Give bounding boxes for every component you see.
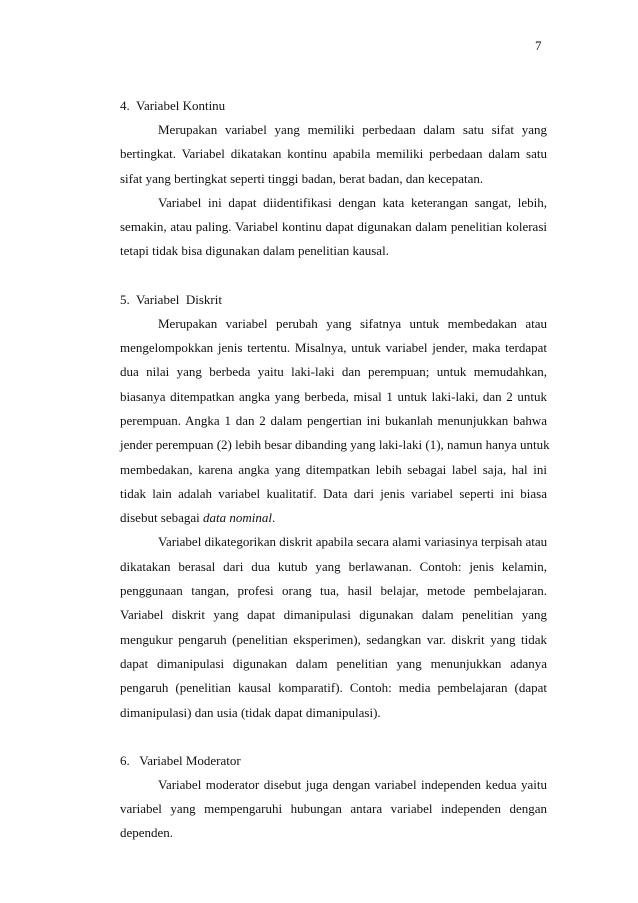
- text-line: biasanya ditempatkan angka yang berbeda, misal 1 untuk laki-laki, dan 2 untuk: [120, 388, 547, 404]
- text-line: sifat yang bertingkat seperti tinggi badan, berat badan, dan kecepatan.: [120, 170, 484, 186]
- text-line: penggunaan tangan, profesi orang tua, hasil belajar, metode pembelajaran.: [120, 583, 547, 599]
- paragraph: [120, 312, 550, 531]
- text-line: dikatakan berasal dari dua kutub yang berlawanan. Contoh: jenis kelamin,: [120, 558, 547, 574]
- text-line: Variabel diskrit yang dapat dimanipulasi digunakan dalam penelitian yang: [120, 607, 547, 623]
- text-line: semakin, atau paling. Variabel kontinu dapat digunakan dalam penelitian kolerasi: [120, 219, 547, 235]
- text-fragment: disebut sebagai: [120, 510, 204, 526]
- text-line: mengukur pengaruh (penelitian eksperimen), sedangkan var. diskrit yang tidak: [120, 631, 547, 647]
- text-line: dependen.: [120, 825, 174, 841]
- section-heading: 5. Variabel Diskrit: [120, 291, 222, 307]
- section-variabel-moderator: [120, 749, 547, 846]
- text-line: Variabel dikategorikan diskrit apabila secara alami variasinya terpisah atau: [158, 534, 548, 550]
- text-line: perempuan. Angka 1 dan 2 dalam pengertian ini bukanlah menunjukkan bahwa: [120, 412, 547, 428]
- text-line: tidak lain adalah variabel kualitatif. Data dari jenis variabel seperti ini biasa: [120, 485, 547, 501]
- text-line: membedakan, karena angka yang ditempatkan lebih sebagai label saja, hal ini: [120, 461, 547, 477]
- page-number: 7: [535, 38, 542, 53]
- text-line: Variabel ini dapat diidentifikasi dengan kata keterangan sangat, lebih,: [158, 194, 547, 210]
- text-line: Merupakan variabel perubah yang sifatnya untuk membedakan atau: [158, 315, 547, 331]
- paragraph: [120, 191, 547, 264]
- section-heading: 4. Variabel Kontinu: [120, 98, 226, 113]
- paragraph: [120, 773, 547, 846]
- section-variabel-diskrit: [120, 288, 550, 725]
- paragraph: [120, 118, 547, 191]
- text-line: bertingkat. Variabel dikatakan kontinu apabila memiliki perbedaan dalam satu: [120, 146, 547, 162]
- text-line: jender perempuan (2) lebih besar dibanding yang laki-laki (1), namun hanya untuk: [120, 437, 550, 453]
- section-heading: 6. Variabel Moderator: [120, 752, 241, 768]
- section-variabel-kontinu: [120, 94, 547, 264]
- text-line: dapat dimanipulasi digunakan dalam penelitian yang menunjukkan adanya: [120, 655, 547, 671]
- text-line: Variabel moderator disebut juga dengan variabel independen kedua yaitu: [158, 776, 547, 792]
- paragraph: [120, 530, 547, 724]
- document-body: [120, 94, 550, 846]
- text-line: tetapi tidak bisa digunakan dalam penelitian kausal.: [120, 243, 389, 259]
- text-line: [120, 506, 547, 530]
- text-line: Merupakan variabel yang memiliki perbedaan dalam satu sifat yang: [158, 122, 547, 137]
- text-line: mengelompokkan jenis tertentu. Misalnya, untuk variabel jender, maka terdapat: [120, 340, 547, 356]
- text-line: dimanipulasi) dan usia (tidak dapat dimanipulasi).: [120, 704, 381, 720]
- text-line: pengaruh (penelitian kausal komparatif). Contoh: media pembelajaran (dapat: [120, 680, 547, 696]
- text-line: dua nilai yang berbeda yaitu laki-laki dan perempuan; untuk memudahkan,: [120, 364, 547, 380]
- text-line: variabel yang mempengaruhi hubungan antara variabel independen dengan: [120, 801, 547, 817]
- text-fragment: .: [272, 510, 276, 526]
- italic-term: data nominal: [203, 510, 273, 526]
